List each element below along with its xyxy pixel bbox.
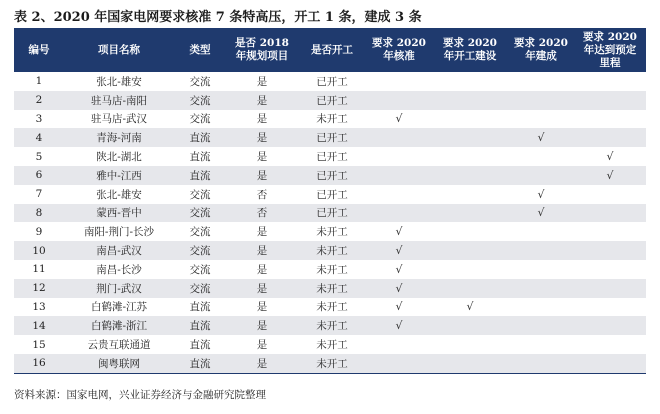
cell-number: 2 — [14, 91, 64, 110]
check-mark-icon: √ — [395, 225, 403, 239]
cell-type: 直流 — [174, 316, 226, 335]
cell-project-name: 张北-雄安 — [96, 188, 142, 201]
cell-project-name: 驻马店-武汉 — [90, 113, 148, 126]
cell-2020-approve — [366, 354, 432, 373]
table-row — [14, 354, 646, 373]
header-text-line1: 要求 2020 — [372, 37, 426, 49]
cell-2020-approve — [366, 128, 432, 147]
cell-project-name: 青海-河南 — [64, 128, 174, 147]
header-type — [174, 28, 226, 72]
cell-2020-milestone — [574, 316, 646, 335]
header-2018-planned — [226, 28, 298, 72]
header-text-line1: 编号 — [28, 43, 50, 56]
cell-number: 9 — [35, 225, 43, 238]
cell-2020-approve — [366, 222, 432, 241]
cell-project-name: 闽粤联网 — [64, 354, 174, 373]
cell-2020-construct — [432, 316, 508, 335]
cell-2018-planned: 是 — [226, 354, 298, 373]
cell-type: 直流 — [189, 301, 211, 314]
cell-2020-approve — [366, 335, 432, 354]
cell-type: 直流 — [174, 128, 226, 147]
cell-number: 11 — [32, 263, 46, 276]
check-mark-icon: √ — [395, 262, 403, 276]
cell-type: 交流 — [174, 91, 226, 110]
cell-number: 8 — [14, 204, 64, 223]
cell-type: 交流 — [189, 188, 211, 201]
cell-started: 未开工 — [316, 339, 348, 352]
cell-type: 直流 — [189, 339, 211, 352]
table-row — [14, 316, 646, 335]
cell-2020-approve — [366, 110, 432, 129]
cell-2018-planned: 是 — [256, 263, 268, 276]
cell-2020-milestone — [574, 335, 646, 354]
cell-project-name: 南昌-武汉 — [64, 241, 174, 260]
cell-2020-construct — [432, 241, 508, 260]
cell-2020-milestone — [574, 260, 646, 279]
cell-2020-approve — [366, 260, 432, 279]
cell-2020-construct — [432, 204, 508, 223]
cell-number: 13 — [32, 300, 46, 313]
cell-started: 未开工 — [298, 354, 366, 373]
cell-2018-planned: 是 — [226, 279, 298, 298]
cell-2020-milestone — [574, 91, 646, 110]
cell-2018-planned: 是 — [226, 91, 298, 110]
check-mark-icon: √ — [606, 150, 614, 164]
header-text-line1: 是否 2018 — [235, 37, 289, 49]
cell-2020-milestone — [574, 279, 646, 298]
header-text-line1: 类型 — [189, 43, 211, 56]
cell-started: 已开工 — [316, 75, 348, 88]
cell-2020-construct — [432, 260, 508, 279]
cell-2020-approve — [366, 166, 432, 185]
cell-project-name: 雅中-江西 — [64, 166, 174, 185]
cell-2020-milestone — [574, 354, 646, 373]
cell-type: 交流 — [189, 263, 211, 276]
header-text-line1: 项目名称 — [98, 43, 140, 56]
cell-2020-complete — [508, 147, 574, 166]
cell-2020-construct — [432, 91, 508, 110]
cell-2020-construct — [432, 354, 508, 373]
cell-type: 交流 — [189, 226, 211, 239]
table-row — [14, 166, 646, 185]
cell-2020-milestone — [574, 185, 646, 204]
cell-2018-planned: 是 — [256, 113, 268, 126]
cell-2018-planned: 是 — [226, 166, 298, 185]
cell-2020-complete — [508, 222, 574, 241]
table-row — [14, 222, 646, 241]
table-row — [14, 110, 646, 129]
table-row — [14, 335, 646, 354]
table-row — [14, 279, 646, 298]
cell-started: 已开工 — [316, 188, 348, 201]
cell-2018-planned: 是 — [226, 241, 298, 260]
header-text-line1: 是否开工 — [311, 43, 353, 56]
cell-2020-approve — [366, 185, 432, 204]
cell-number: 6 — [14, 166, 64, 185]
check-mark-icon: √ — [606, 168, 614, 182]
header-project-name — [64, 28, 174, 72]
table-row — [14, 72, 646, 91]
cell-number: 5 — [35, 150, 43, 163]
cell-2018-planned: 是 — [256, 151, 268, 164]
cell-project-name: 陕北-湖北 — [96, 151, 142, 164]
cell-2020-complete — [508, 185, 574, 204]
cell-number: 1 — [35, 75, 43, 88]
cell-type: 交流 — [174, 279, 226, 298]
cell-started: 未开工 — [316, 226, 348, 239]
table-row — [14, 128, 646, 147]
cell-number: 4 — [14, 128, 64, 147]
cell-2020-complete — [508, 298, 574, 317]
table-row — [14, 298, 646, 317]
check-mark-icon: √ — [466, 300, 474, 314]
cell-2020-construct — [432, 147, 508, 166]
check-mark-icon: √ — [395, 112, 403, 126]
header-text-line2: 年开工建设 — [443, 50, 497, 62]
cell-2020-construct — [432, 335, 508, 354]
cell-2020-complete — [508, 316, 574, 335]
cell-number: 14 — [14, 316, 64, 335]
header-text-line2: 年建成 — [525, 50, 557, 62]
cell-2020-milestone — [574, 110, 646, 129]
cell-2018-planned: 是 — [256, 75, 268, 88]
check-mark-icon: √ — [395, 281, 403, 295]
header-text-line2: 年规划项目 — [235, 50, 289, 62]
cell-type: 交流 — [189, 113, 211, 126]
cell-started: 未开工 — [316, 113, 348, 126]
cell-project-name: 荆门-武汉 — [64, 279, 174, 298]
check-mark-icon: √ — [537, 206, 545, 220]
cell-2020-construct — [432, 298, 508, 317]
cell-2020-milestone — [574, 222, 646, 241]
cell-project-name: 云贵互联通道 — [87, 339, 151, 352]
cell-2018-planned: 否 — [256, 188, 268, 201]
cell-started: 已开工 — [298, 166, 366, 185]
cell-project-name: 蒙西-晋中 — [64, 204, 174, 223]
cell-project-name: 驻马店-南阳 — [64, 91, 174, 110]
cell-project-name: 张北-雄安 — [96, 75, 142, 88]
cell-project-name: 白鹤滩-江苏 — [90, 301, 148, 314]
cell-number: 3 — [35, 112, 43, 125]
cell-2020-construct — [432, 128, 508, 147]
header-started — [298, 28, 366, 72]
table-row — [14, 204, 646, 223]
header-2020-milestone — [574, 28, 646, 72]
cell-2018-planned: 是 — [256, 226, 268, 239]
cell-2020-complete — [508, 128, 574, 147]
cell-type: 直流 — [174, 354, 226, 373]
cell-type: 交流 — [189, 75, 211, 88]
cell-number: 15 — [32, 338, 46, 351]
cell-number: 16 — [14, 354, 64, 373]
table-row — [14, 185, 646, 204]
cell-2018-planned: 是 — [226, 128, 298, 147]
cell-project-name: 南阳-荆门-长沙 — [83, 226, 155, 239]
cell-started: 未开工 — [298, 241, 366, 260]
cell-type: 交流 — [174, 241, 226, 260]
cell-2020-complete — [508, 110, 574, 129]
source-note: 资料来源：国家电网，兴业证券经济与金融研究院整理 — [14, 389, 266, 401]
header-text-line1: 要求 2020 — [443, 37, 497, 49]
header-2020-approve — [366, 28, 432, 72]
cell-2020-milestone — [574, 204, 646, 223]
check-mark-icon: √ — [537, 131, 545, 145]
cell-2020-milestone — [574, 128, 646, 147]
cell-number: 10 — [14, 241, 64, 260]
cell-2020-milestone — [574, 147, 646, 166]
cell-number: 12 — [14, 279, 64, 298]
table-row — [14, 91, 646, 110]
cell-project-name: 南昌-长沙 — [96, 263, 142, 276]
cell-2020-milestone — [574, 298, 646, 317]
cell-2020-approve — [366, 316, 432, 335]
cell-2020-construct — [432, 185, 508, 204]
check-mark-icon: √ — [395, 300, 403, 314]
cell-number: 7 — [35, 188, 43, 201]
cell-2020-approve — [366, 72, 432, 91]
cell-2020-complete — [508, 279, 574, 298]
cell-2020-complete — [508, 91, 574, 110]
check-mark-icon: √ — [537, 187, 545, 201]
uhv-projects-table — [14, 28, 646, 374]
cell-2018-planned: 否 — [226, 204, 298, 223]
cell-started: 已开工 — [298, 128, 366, 147]
cell-started: 未开工 — [316, 263, 348, 276]
cell-2020-complete — [508, 72, 574, 91]
cell-2020-approve — [366, 298, 432, 317]
cell-type: 直流 — [174, 166, 226, 185]
cell-started: 已开工 — [298, 91, 366, 110]
cell-2020-milestone — [574, 241, 646, 260]
table-row — [14, 260, 646, 279]
header-2020-complete — [508, 28, 574, 72]
cell-started: 已开工 — [316, 151, 348, 164]
cell-2018-planned: 是 — [256, 339, 268, 352]
cell-2020-complete — [508, 204, 574, 223]
cell-2020-construct — [432, 279, 508, 298]
cell-type: 交流 — [174, 204, 226, 223]
cell-2020-construct — [432, 110, 508, 129]
cell-2020-complete — [508, 241, 574, 260]
cell-2020-complete — [508, 354, 574, 373]
header-text-line1: 要求 2020 — [514, 37, 568, 49]
cell-2018-planned: 是 — [256, 301, 268, 314]
check-mark-icon: √ — [395, 244, 403, 258]
cell-started: 未开工 — [298, 316, 366, 335]
table-row — [14, 241, 646, 260]
cell-2020-approve — [366, 147, 432, 166]
cell-2020-approve — [366, 91, 432, 110]
cell-2020-construct — [432, 166, 508, 185]
cell-2020-milestone — [574, 72, 646, 91]
cell-2020-complete — [508, 260, 574, 279]
cell-2020-complete — [508, 166, 574, 185]
table-body — [14, 72, 646, 373]
header-text-line2: 年达到预定 — [583, 43, 637, 56]
header-text-line2: 年核准 — [383, 50, 415, 62]
cell-2020-milestone — [574, 166, 646, 185]
cell-started: 已开工 — [298, 204, 366, 223]
cell-2020-complete — [508, 335, 574, 354]
cell-2020-construct — [432, 72, 508, 91]
cell-2020-approve — [366, 241, 432, 260]
check-mark-icon: √ — [395, 319, 403, 333]
table-row — [14, 147, 646, 166]
cell-type: 直流 — [189, 151, 211, 164]
cell-2020-construct — [432, 222, 508, 241]
table-caption: 表 2、2020 年国家电网要求核准 7 条特高压，开工 1 条，建成 3 条 — [14, 10, 422, 25]
cell-project-name: 白鹤滩-浙江 — [64, 316, 174, 335]
header-text-line3: 里程 — [599, 56, 621, 69]
cell-started: 未开工 — [316, 301, 348, 314]
header-number — [14, 28, 64, 72]
table-header-row — [14, 28, 646, 72]
header-text-line1: 要求 2020 — [583, 30, 637, 43]
cell-2020-approve — [366, 204, 432, 223]
cell-started: 未开工 — [298, 279, 366, 298]
cell-2018-planned: 是 — [226, 316, 298, 335]
cell-2020-approve — [366, 279, 432, 298]
header-2020-construct — [432, 28, 508, 72]
